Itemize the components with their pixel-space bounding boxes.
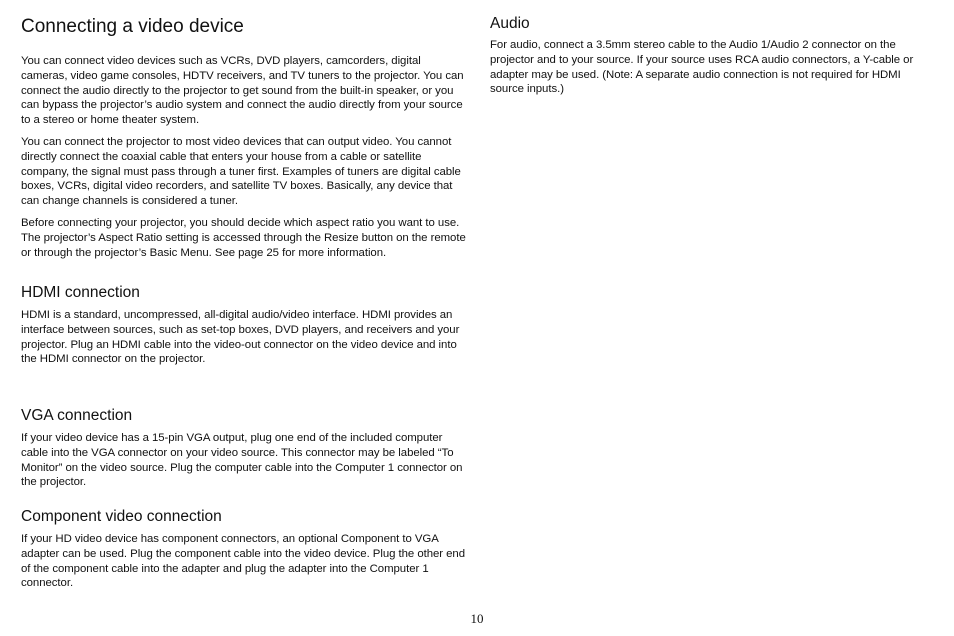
page-number: 10 <box>470 611 484 626</box>
component-section <box>21 507 466 598</box>
hdmi-heading: HDMI connection <box>21 284 140 301</box>
hdmi-section <box>21 283 466 374</box>
audio-heading: Audio <box>490 15 530 32</box>
audio-paragraph: For audio, connect a 3.5mm stereo cable to the Audio 1/Audio 2 connector on the projector and to your source. If your source uses RCA audio connectors, a Y-cable or adapter may be used. (Note: A separate audio connection is not required for HDMI source inputs.) <box>490 39 914 96</box>
intro-paragraph-3: Before connecting your projector, you should decide which aspect ratio you want to use. The projector’s Aspect Ratio setting is accessed through the Resize button on the remote or through the projector’s Basic Menu. See page 25 for more information. <box>21 216 466 259</box>
hdmi-paragraph: HDMI is a standard, uncompressed, all-digital audio/video interface. HDMI provides an interface between sources, such as set-top boxes, DVD players, and receivers and your projector. Plug an HDMI cable into the video-out connector on the video device and into the HDMI connector on the projector. <box>21 309 460 366</box>
vga-heading: VGA connection <box>21 407 133 424</box>
intro-paragraph-2: You can connect the projector to most video devices that can output video. You cannot directly connect the coaxial cable that enters your house from a cable or satellite company, the signal must pass through a tuner first. Examples of tuners are digital cable boxes, VCRs, digital video recorders, and satellite TV boxes. Basically, any device that can change channels is considered a tuner. <box>21 135 461 208</box>
page-title: Connecting a video device <box>21 16 244 37</box>
vga-section <box>21 406 466 497</box>
vga-paragraph: If your video device has a 15-pin VGA output, plug one end of the included computer cable into the VGA connector on your video source. This connector may be labeled “To Monitor” on the video source. Plug the computer cable into the Computer 1 connector on the projector. <box>21 432 463 489</box>
component-heading: Component video connection <box>21 508 222 525</box>
component-paragraph: If your HD video device has component connectors, an optional Component to VGA adapter can be used. Plug the component cable into the video device. Plug the other end of the component cable into the adapter and plug the adapter into the Computer 1 connector. <box>21 533 465 590</box>
intro-paragraph-1: You can connect video devices such as VCRs, DVD players, camcorders, digital cameras, video game consoles, HDTV receivers, and TV tuners to the projector. You can connect the audio directly to the projector to get sound from the built-in speaker, or you can bypass the projector’s audio system and connect the audio directly from your source to a stereo or home theater system. <box>21 55 464 127</box>
left-column <box>21 14 466 590</box>
right-column <box>490 14 935 104</box>
